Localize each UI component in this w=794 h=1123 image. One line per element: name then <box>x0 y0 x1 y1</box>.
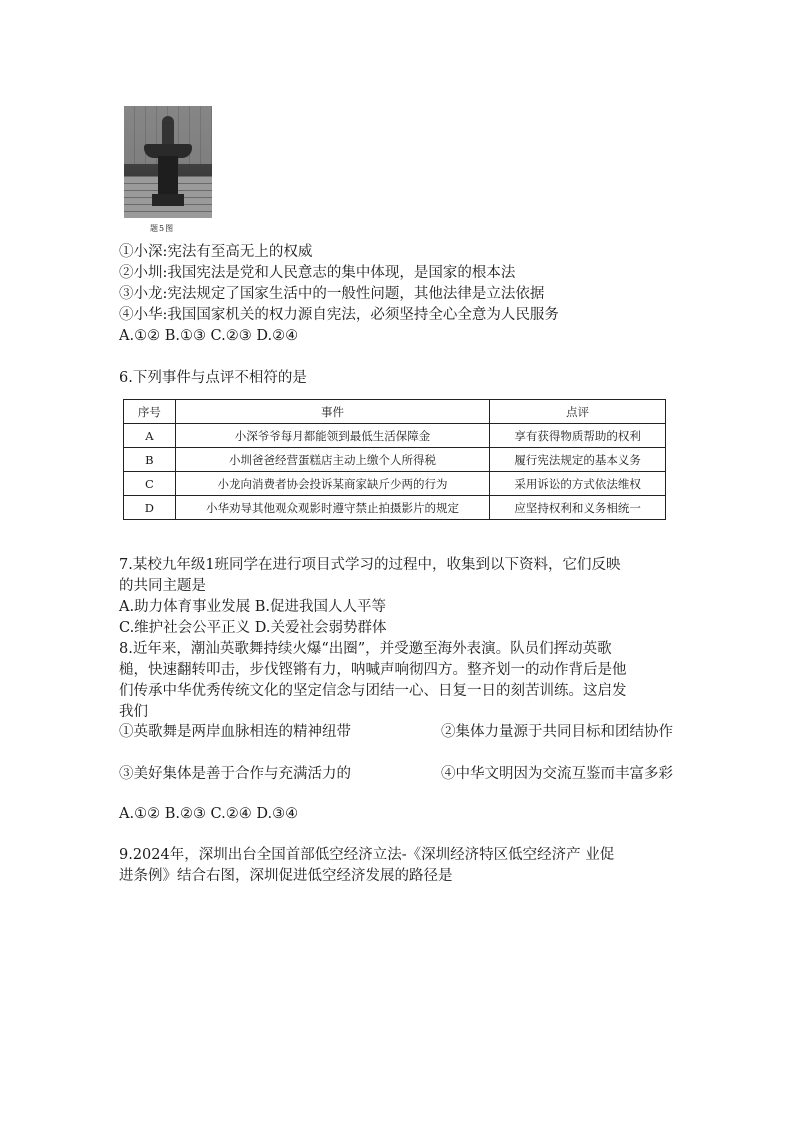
table-cell: C <box>124 472 176 496</box>
question5-photo <box>124 106 212 218</box>
table-cell: 享有获得物质帮助的权利 <box>490 424 666 448</box>
q5-option-4: ④小华:我国国家机关的权力源自宪法，必须坚持全心全意为人民服务 <box>119 307 559 323</box>
q8-stem-line-3: 们传承中华优秀传统文化的坚定信念与团结一心、日复一日的刻苦训练。这启发 <box>119 683 627 699</box>
table-cell: 小华劝导其他观众观影时遵守禁止拍摄影片的规定 <box>175 496 490 520</box>
table-row <box>124 472 666 496</box>
photo-sculpture-base <box>152 194 184 206</box>
q8-option-1: ①英歌舞是两岸血脉相连的精神纽带 <box>119 724 351 740</box>
q9-stem-line-2: 进条例》结合右图，深圳促进低空经济发展的路径是 <box>119 868 453 884</box>
q9-stem-line-1: 9.2024年，深圳出台全国首部低空经济立法-《深圳经济特区低空经济产 业促 <box>119 847 615 863</box>
table-cell: 小深爷爷每月都能领到最低生活保障金 <box>175 424 490 448</box>
q8-option-3: ③美好集体是善于合作与充满活力的 <box>119 766 351 782</box>
figure-caption: 题5图 <box>150 224 175 233</box>
q8-stem-line-1: 8.近年来，潮汕英歌舞持续火爆“出圈”，并受邀至海外表演。队员们挥动英歌 <box>119 641 612 657</box>
q5-option-3: ③小龙:宪法规定了国家生活中的一般性问题，其他法律是立法依据 <box>119 286 545 302</box>
q7-options-row-1: A.助力体育事业发展 B.促进我国人人平等 <box>119 599 386 615</box>
q8-option-4: ④中华文明因为交流互鉴而丰富多彩 <box>441 766 673 782</box>
q7-options-row-2: C.维护社会公平正义 D.关爱社会弱势群体 <box>119 620 387 636</box>
table-cell: A <box>124 424 176 448</box>
table-cell: 采用诉讼的方式依法维权 <box>490 472 666 496</box>
table-cell: 小圳爸爸经营蛋糕店主动上缴个人所得税 <box>175 448 490 472</box>
table-cell: D <box>124 496 176 520</box>
photo-sculpture-stem <box>158 156 178 196</box>
q8-options-row-1 <box>119 722 673 742</box>
table-row <box>124 448 666 472</box>
table-header-row <box>124 400 666 424</box>
q6-table <box>123 399 666 520</box>
q7-stem-line-2: 的共同主题是 <box>119 578 206 594</box>
q8-stem-line-4: 我们 <box>119 704 148 720</box>
q8-options-row-2 <box>119 764 673 784</box>
table-cell: B <box>124 448 176 472</box>
q8-option-2: ②集体力量源于共同目标和团结协作 <box>441 724 673 740</box>
q7-stem-line-1: 7.某校九年级1班同学在进行项目式学习的过程中，收集到以下资料，它们反映 <box>119 557 621 573</box>
table-row <box>124 424 666 448</box>
q5-option-2: ②小圳:我国宪法是党和人民意志的集中体现，是国家的根本法 <box>119 265 516 281</box>
photo-sculpture-top <box>162 116 174 146</box>
table-header-cell: 序号 <box>124 400 176 424</box>
q6-stem: 6.下列事件与点评不相符的是 <box>119 370 307 386</box>
q8-choices: A.①② B.②③ C.②④ D.③④ <box>119 806 299 822</box>
q5-option-1: ①小深:宪法有至高无上的权威 <box>119 244 313 260</box>
table-cell: 小龙向消费者协会投诉某商家缺斤少两的行为 <box>175 472 490 496</box>
table-header-cell: 事件 <box>175 400 490 424</box>
table-cell: 履行宪法规定的基本义务 <box>490 448 666 472</box>
table-header-cell: 点评 <box>490 400 666 424</box>
q8-stem-line-2: 槌，快速翻转叩击，步伐铿锵有力，呐喊声响彻四方。整齐划一的动作背后是他 <box>119 662 627 678</box>
table-cell: 应坚持权利和义务相统一 <box>490 496 666 520</box>
table-row <box>124 496 666 520</box>
q5-choices: A.①② B.①③ C.②③ D.②④ <box>119 328 299 344</box>
